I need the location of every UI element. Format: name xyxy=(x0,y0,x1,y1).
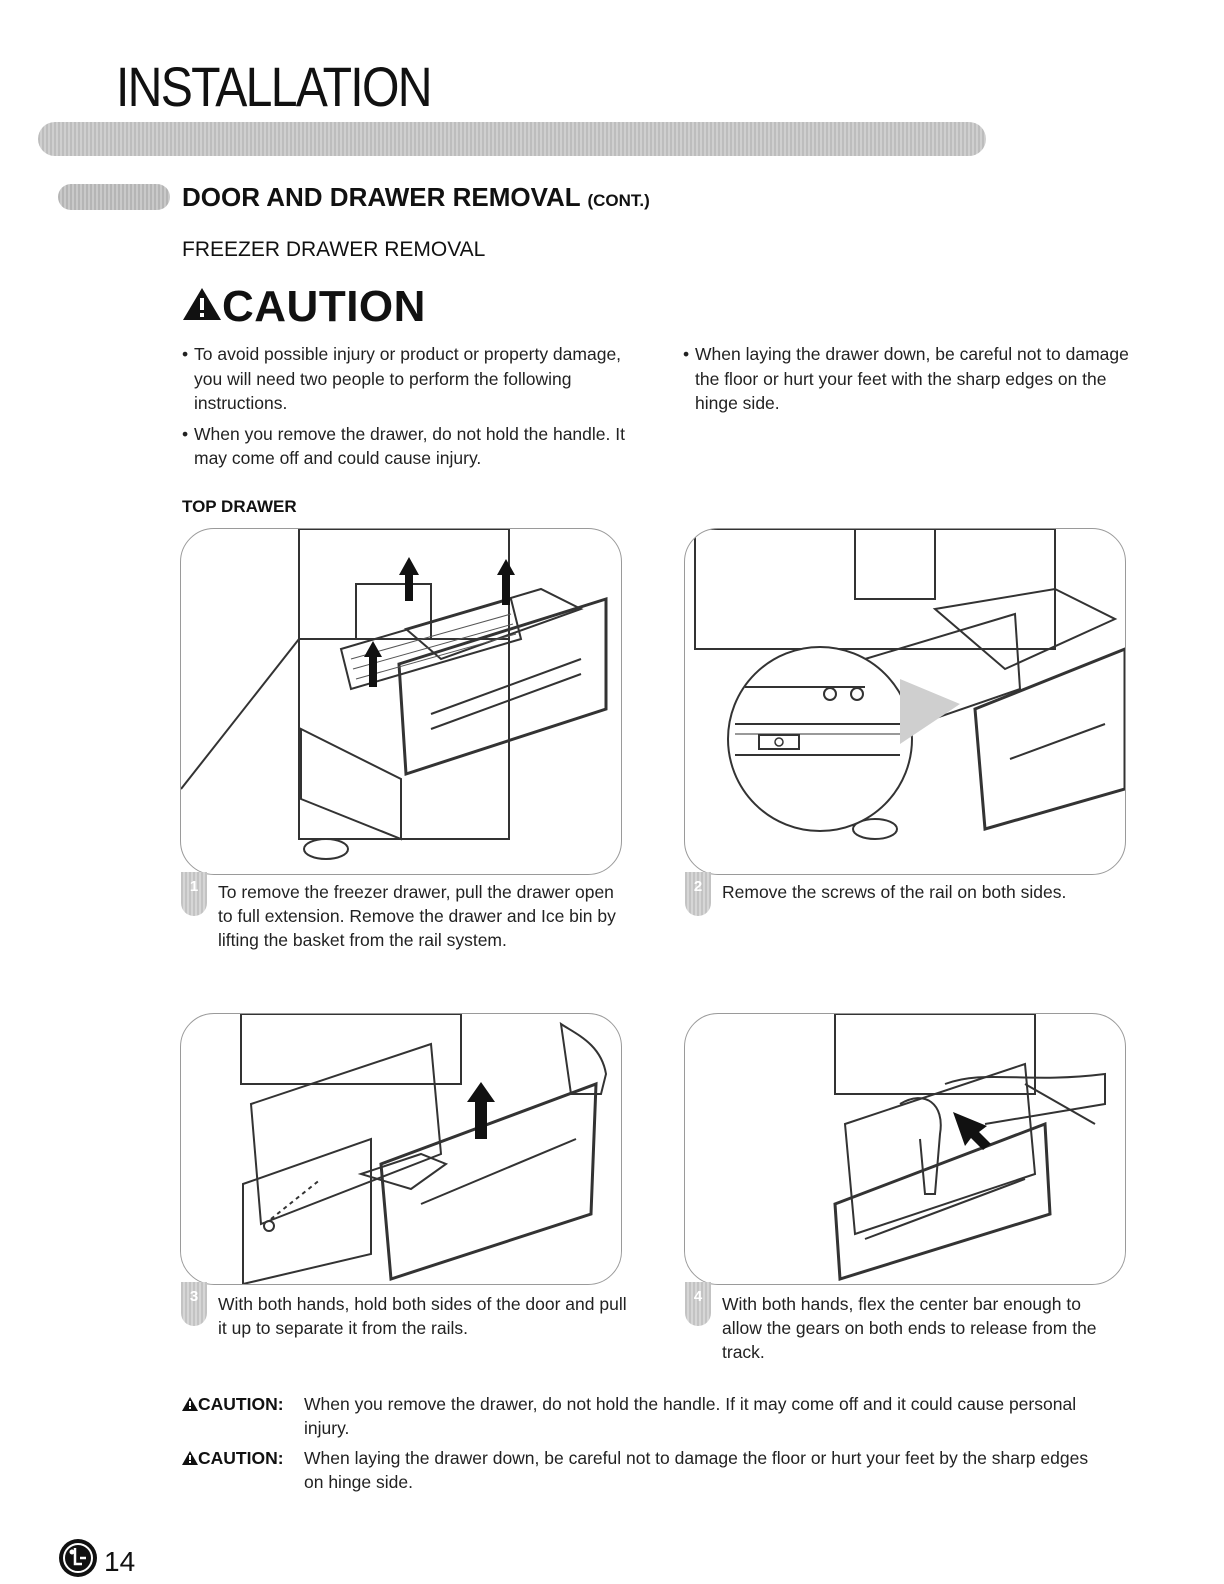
caution-title xyxy=(182,282,426,332)
step-text-1: To remove the freezer drawer, pull the drawer open to full extension. Remove the drawer and Ice bin by lifting the basket from the rail system. xyxy=(218,882,616,950)
flex-bar-illustration xyxy=(685,1014,1125,1284)
section-heading-text: DOOR AND DRAWER REMOVAL xyxy=(182,182,581,212)
figure-step-2 xyxy=(684,528,1126,875)
section-pill-decoration xyxy=(58,184,170,210)
caution-left-column xyxy=(182,342,632,477)
caution-title-text: CAUTION xyxy=(222,282,426,331)
step-badge-1: 1 xyxy=(181,872,207,916)
rail-screw-illustration xyxy=(685,529,1125,874)
figure-step-4 xyxy=(684,1013,1126,1285)
step-badge-4: 4 xyxy=(685,1282,711,1326)
step-badge-3: 3 xyxy=(181,1282,207,1326)
figure-step-1 xyxy=(180,528,622,875)
warning-triangle-icon xyxy=(182,287,222,321)
figure-step-3 xyxy=(180,1013,622,1285)
step-badge-2: 2 xyxy=(685,872,711,916)
section-heading xyxy=(182,182,650,213)
top-drawer-label: TOP DRAWER xyxy=(182,497,297,516)
lift-door-illustration xyxy=(181,1014,621,1284)
step-text-4: With both hands, flex the center bar enough to allow the gears on both ends to release from the track. xyxy=(722,1294,1097,1362)
bottom-caution-1 xyxy=(182,1392,1122,1442)
up-arrow-icon xyxy=(364,557,515,687)
page-number: 14 xyxy=(104,1546,136,1577)
section-heading-suffix: (CONT.) xyxy=(587,191,650,210)
subheading: FREEZER DRAWER REMOVAL xyxy=(182,238,486,261)
caution-note-text: When laying the drawer down, be careful not to damage the floor or hurt your feet by the sharp edges on hinge side. xyxy=(304,1448,1089,1492)
caution-bullet: • When laying the drawer down, be careful not to damage the floor or hurt your feet with the sharp edges on the hinge side. xyxy=(683,342,1133,416)
arrow-icon xyxy=(953,1112,991,1150)
step-text-2: Remove the screws of the rail on both sides. xyxy=(722,882,1067,902)
step-text-3: With both hands, hold both sides of the door and pull it up to separate it from the rails. xyxy=(218,1294,627,1338)
drawer-open-illustration xyxy=(181,529,621,874)
caution-note-label: CAUTION: xyxy=(182,1394,284,1414)
lg-logo-icon xyxy=(58,1538,98,1578)
bottom-caution-2 xyxy=(182,1446,1122,1496)
caution-note-text: When you remove the drawer, do not hold the handle. If it may come off and it could cause personal injury. xyxy=(304,1394,1077,1438)
caution-bullet: • When you remove the drawer, do not hold the handle. It may come off and could cause injury. xyxy=(182,422,632,471)
warning-triangle-icon xyxy=(182,1397,198,1411)
caution-note-label: CAUTION: xyxy=(182,1448,284,1468)
title-bar-decoration xyxy=(38,122,986,156)
magnifier-circle xyxy=(728,647,960,831)
caution-right-column xyxy=(683,342,1133,422)
warning-triangle-icon xyxy=(182,1451,198,1465)
caution-bullet: • To avoid possible injury or product or property damage, you will need two people to perform the following instructions. xyxy=(182,342,632,416)
page-title: INSTALLATION xyxy=(116,55,431,118)
